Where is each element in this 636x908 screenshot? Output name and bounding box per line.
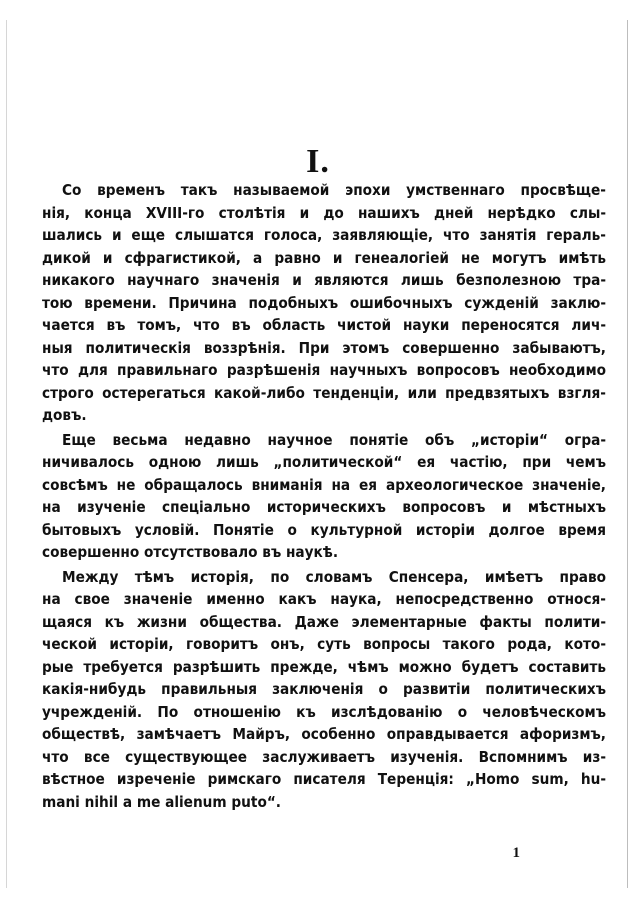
page-number: 1 bbox=[512, 845, 520, 861]
text-line: что для правильнаго разрѣшенія научныхъ вопросовъ необходимо bbox=[42, 361, 606, 379]
text-line: Со временъ такъ называемой эпохи умственнаго просвѣще- bbox=[62, 181, 606, 199]
text-line: рые требуется разрѣшить прежде, чѣмъ можно будетъ составить bbox=[42, 657, 606, 676]
text-line: Между тѣмъ исторія, по словамъ Спенсера, имѣетъ право bbox=[62, 567, 606, 586]
text-line: щаяся къ жизни общества. Даже элементарные факты полити- bbox=[42, 612, 606, 631]
text-line: mani nihil a me alienum puto“. bbox=[42, 792, 282, 811]
text-line: что все существующее заслуживаетъ изученія. Вспомнимъ из- bbox=[42, 747, 606, 766]
text-line: ныя политическія воззрѣнія. При этомъ совершенно забываютъ, bbox=[42, 338, 606, 357]
text-line: шались и еще слышатся голоса, заявляющіе, что занятія гераль- bbox=[42, 226, 606, 244]
paragraph bbox=[42, 429, 606, 564]
text-line: на изученіе спеціально историческихъ вопросовъ и мѣстныхъ bbox=[42, 498, 606, 516]
text-line: строго остерегаться какой-либо тенденціи, или предвзятыхъ взгля- bbox=[42, 383, 606, 402]
text-line: никакого научнаго значенія и являются лишь безполезною тра- bbox=[42, 271, 606, 289]
paragraph bbox=[42, 566, 606, 814]
paragraph bbox=[42, 179, 606, 427]
body-text bbox=[42, 179, 606, 813]
text-line: довъ. bbox=[42, 406, 87, 424]
text-line: дикой и сфрагистикой, а равно и генеалогіей не могутъ имѣть bbox=[42, 248, 606, 267]
text-line: ничивалось одною лишь „политической“ ея частію, при чемъ bbox=[42, 453, 606, 471]
text-line: вѣстное изреченіе римскаго писателя Теренція: „Homo sum, hu- bbox=[42, 770, 606, 788]
text-line: учрежденій. По отношенію къ изслѣдованію о человѣческомъ bbox=[42, 702, 606, 721]
text-line: на свое значеніе именно какъ наука, непосредственно относя- bbox=[42, 590, 606, 608]
text-line: нія, конца XVIII-го столѣтія и до нашихъ дней нерѣдко слы- bbox=[42, 203, 606, 222]
text-line: какія-нибудь правильныя заключенія о развитіи политическихъ bbox=[42, 680, 606, 698]
text-line: совсѣмъ не обращалось вниманія на ея археологическое значеніе, bbox=[42, 475, 606, 494]
text-line: ческой исторіи, говоритъ онъ, суть вопросы такого рода, кото- bbox=[42, 635, 606, 653]
chapter-heading: I. bbox=[306, 143, 330, 180]
text-line: бытовыхъ условій. Понятіе о культурной исторіи долгое время bbox=[42, 520, 606, 539]
text-line: совершенно отсутствовало въ наукѣ. bbox=[42, 543, 339, 561]
text-line: обществѣ, замѣчаетъ Майръ, особенно оправдывается афоризмъ, bbox=[42, 725, 606, 743]
text-line: Еще весьма недавно научное понятіе объ „исторіи“ огра- bbox=[62, 430, 606, 449]
text-line: чается въ томъ, что въ область чистой науки переносятся лич- bbox=[42, 316, 606, 334]
text-line: тою времени. Причина подобныхъ ошибочныхъ сужденій заклю- bbox=[42, 293, 606, 312]
